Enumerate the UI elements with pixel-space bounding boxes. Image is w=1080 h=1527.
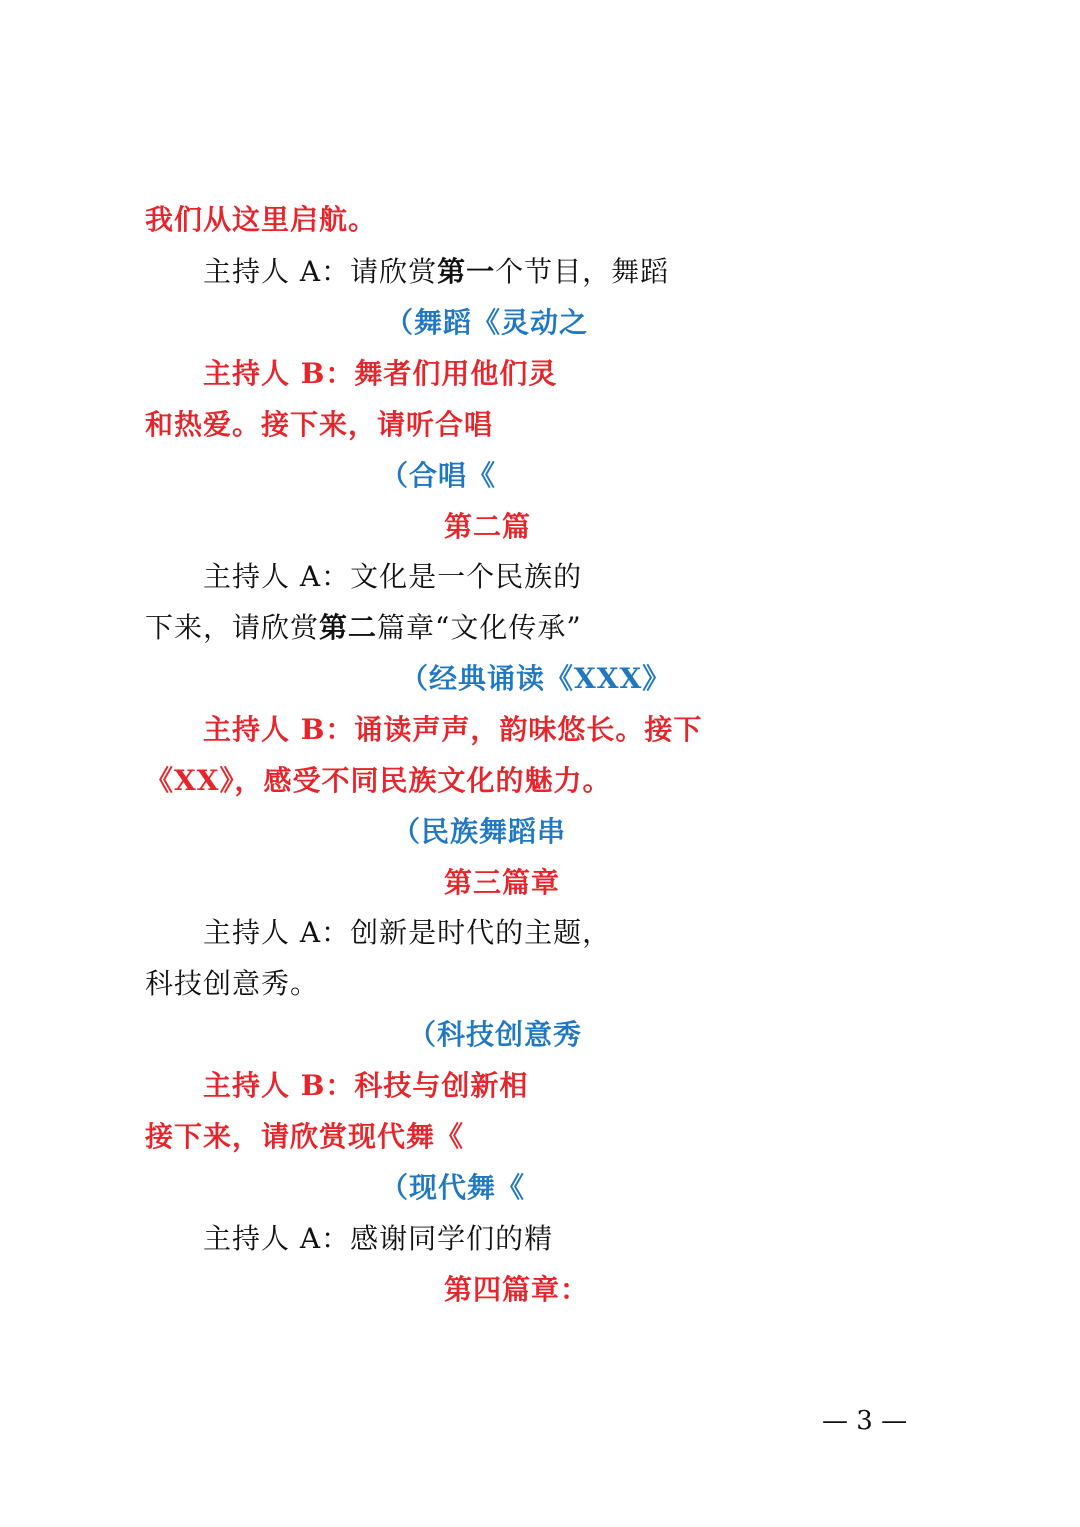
chapter-heading: 第四篇章： — [444, 1273, 590, 1306]
text-line: 科技创意秀。 — [145, 967, 320, 1000]
program-line: （民族舞蹈串 — [392, 815, 567, 848]
text-segment: 篇章“文化传承” — [377, 611, 582, 644]
text-line: 主持人 A：感谢同学们的精 — [203, 1222, 554, 1255]
text-segment: 个节目，舞蹈 — [495, 255, 670, 288]
chapter-heading: 第三篇章 — [444, 866, 561, 899]
text-line: 我们从这里启航。 — [145, 203, 378, 236]
text-line: 和热爱。接下来，请听合唱 — [145, 408, 494, 441]
program-line: （科技创意秀 — [408, 1018, 583, 1051]
text-line: 《XX》，感受不同民族文化的魅力。 — [145, 764, 612, 797]
text-line: 主持人 B：舞者们用他们灵 — [203, 357, 558, 390]
text-segment-bold: 第一 — [437, 255, 496, 288]
text-segment-bold: 第二 — [319, 611, 378, 644]
text-line: 接下来，请欣赏现代舞《 — [145, 1120, 465, 1153]
text-line: 主持人 A：创新是时代的主题， — [203, 916, 612, 949]
program-line: （现代舞《 — [380, 1171, 526, 1204]
text-segment: 下来，请欣赏 — [145, 611, 320, 644]
text-line: 主持人 B：科技与创新相 — [203, 1069, 529, 1102]
program-line: （经典诵读《XXX》 — [400, 662, 672, 695]
text-line — [203, 255, 669, 289]
page-number: — 3 — — [822, 1406, 908, 1436]
text-segment: 主持人 A：请欣赏 — [203, 255, 438, 288]
program-line: （舞蹈《灵动之 — [385, 306, 589, 339]
text-line: 主持人 B：诵读声声，韵味悠长。接下 — [203, 713, 703, 746]
chapter-heading: 第二篇 — [444, 510, 532, 543]
program-line: （合唱《 — [380, 459, 497, 492]
text-line — [145, 611, 582, 645]
text-line: 主持人 A：文化是一个民族的 — [203, 560, 583, 593]
